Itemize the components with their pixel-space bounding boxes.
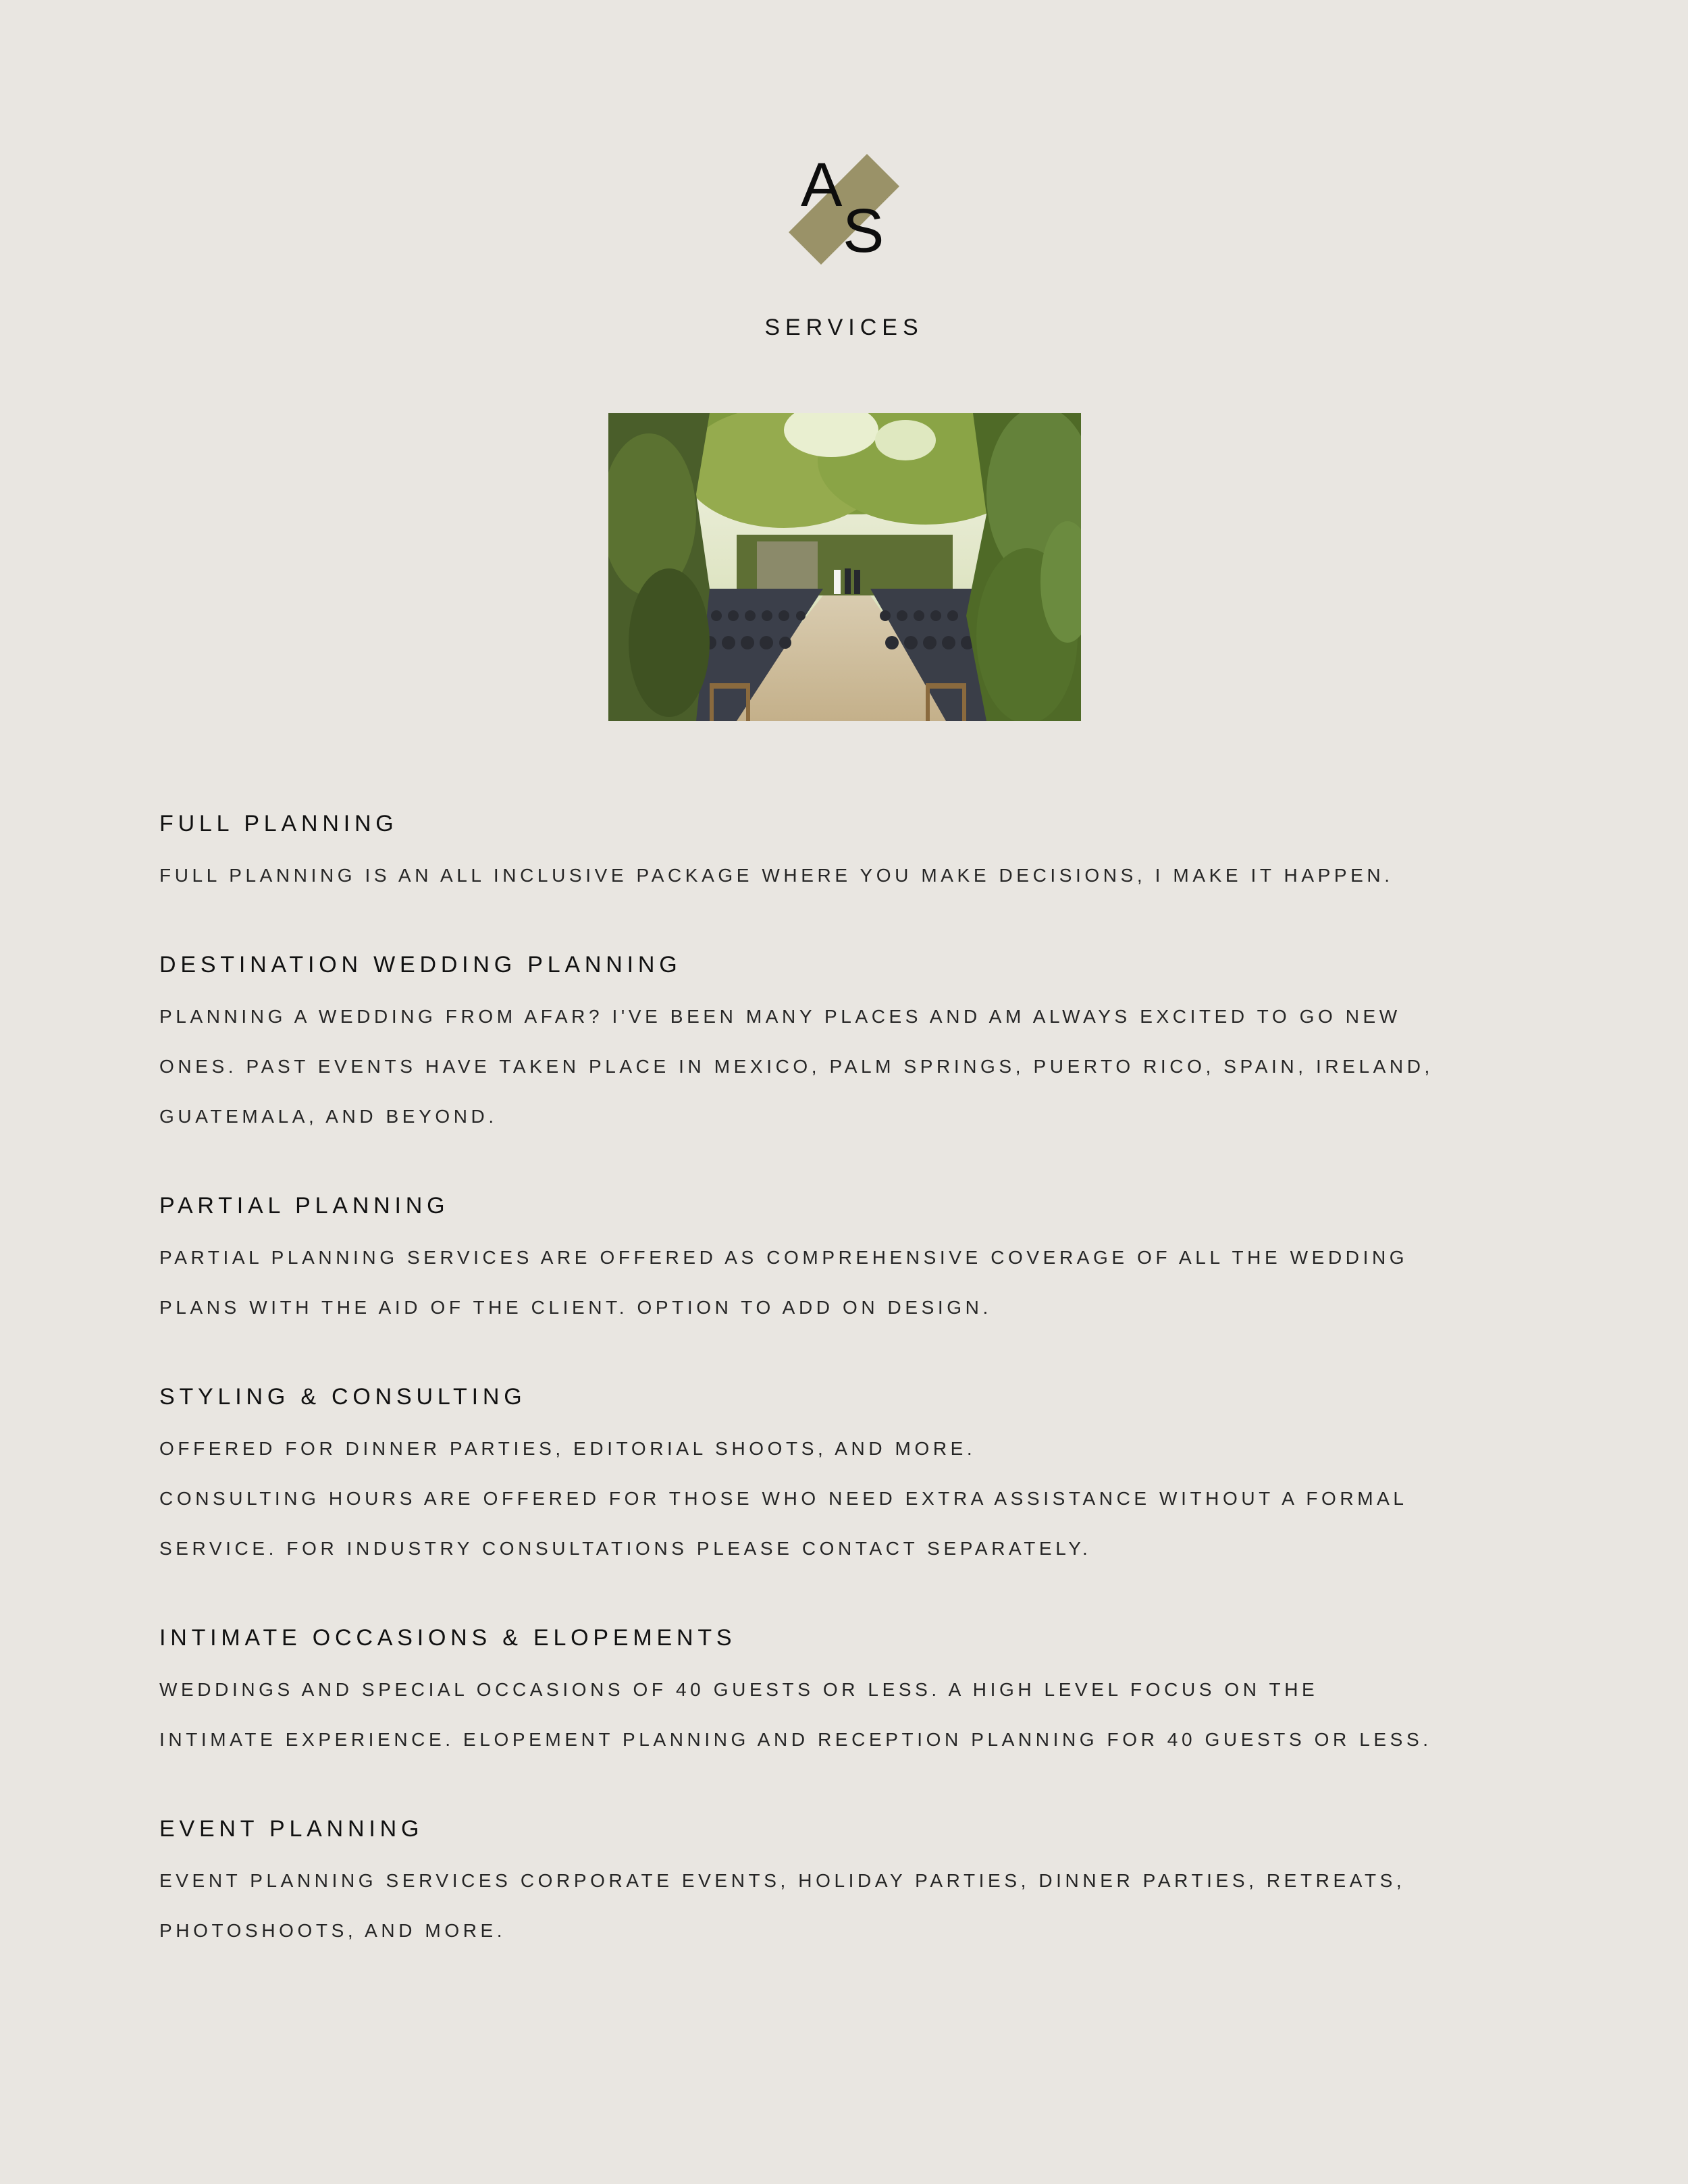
- service-description-line: EVENT PLANNING SERVICES CORPORATE EVENTS, HOLIDAY PARTIES, DINNER PARTIES, RETREATS,: [159, 1870, 1406, 1891]
- service-description-line: OFFERED FOR DINNER PARTIES, EDITORIAL SHOOTS, AND MORE.: [159, 1438, 976, 1459]
- service-description-line: WEDDINGS AND SPECIAL OCCASIONS OF 40 GUESTS OR LESS. A HIGH LEVEL FOCUS ON THE: [159, 1679, 1319, 1700]
- service-description-line: PARTIAL PLANNING SERVICES ARE OFFERED AS COMPREHENSIVE COVERAGE OF ALL THE WEDDING: [159, 1247, 1408, 1268]
- service-description-line: PHOTOSHOOTS, AND MORE.: [159, 1920, 506, 1941]
- service-title: INTIMATE OCCASIONS & ELOPEMENTS: [159, 1625, 737, 1651]
- service-title: DESTINATION WEDDING PLANNING: [159, 952, 682, 978]
- service-title: FULL PLANNING: [159, 811, 398, 836]
- service-description: [159, 992, 1544, 1142]
- service-description-line: SERVICE. FOR INDUSTRY CONSULTATIONS PLEASE CONTACT SEPARATELY.: [159, 1538, 1092, 1559]
- service-partial-planning: [159, 1190, 1544, 1333]
- service-description-line: CONSULTING HOURS ARE OFFERED FOR THOSE WHO NEED EXTRA ASSISTANCE WITHOUT A FORMAL: [159, 1488, 1408, 1509]
- service-title: EVENT PLANNING: [159, 1816, 424, 1842]
- ceremony-photo: [608, 413, 1081, 721]
- service-description-line: FULL PLANNING IS AN ALL INCLUSIVE PACKAGE WHERE YOU MAKE DECISIONS, I MAKE IT HAPPEN.: [159, 865, 1394, 886]
- outdoor-wedding-ceremony-photo-icon: [608, 413, 1081, 721]
- service-description-line: GUATEMALA, AND BEYOND.: [159, 1106, 498, 1127]
- service-full-planning: [159, 807, 1544, 901]
- service-event-planning: [159, 1813, 1544, 1956]
- service-description-line: PLANS WITH THE AID OF THE CLIENT. OPTION TO ADD ON DESIGN.: [159, 1297, 992, 1318]
- service-description: [159, 1424, 1544, 1574]
- service-description: [159, 1665, 1544, 1765]
- service-title: STYLING & CONSULTING: [159, 1384, 527, 1410]
- service-description-line: INTIMATE EXPERIENCE. ELOPEMENT PLANNING AND RECEPTION PLANNING FOR 40 GUESTS OR LESS.: [159, 1729, 1432, 1750]
- brand-logo[interactable]: [783, 149, 905, 270]
- service-title: PARTIAL PLANNING: [159, 1193, 450, 1219]
- service-description-line: PLANNING A WEDDING FROM AFAR? I'VE BEEN MANY PLACES AND AM ALWAYS EXCITED TO GO NEW: [159, 1006, 1401, 1027]
- services-list: [159, 807, 1544, 2004]
- service-intimate-occasions-elopements: [159, 1622, 1544, 1765]
- logo-letter-s: S: [843, 196, 885, 265]
- service-destination-wedding-planning: [159, 949, 1544, 1142]
- service-description: [159, 851, 1544, 901]
- logo-letter-a: A: [801, 151, 843, 219]
- service-description: [159, 1233, 1544, 1333]
- service-description: [159, 1856, 1544, 1956]
- service-styling-consulting: [159, 1381, 1544, 1574]
- page-title: SERVICES: [764, 315, 924, 340]
- service-description-line: ONES. PAST EVENTS HAVE TAKEN PLACE IN MEXICO, PALM SPRINGS, PUERTO RICO, SPAIN, IRELAND,: [159, 1056, 1433, 1077]
